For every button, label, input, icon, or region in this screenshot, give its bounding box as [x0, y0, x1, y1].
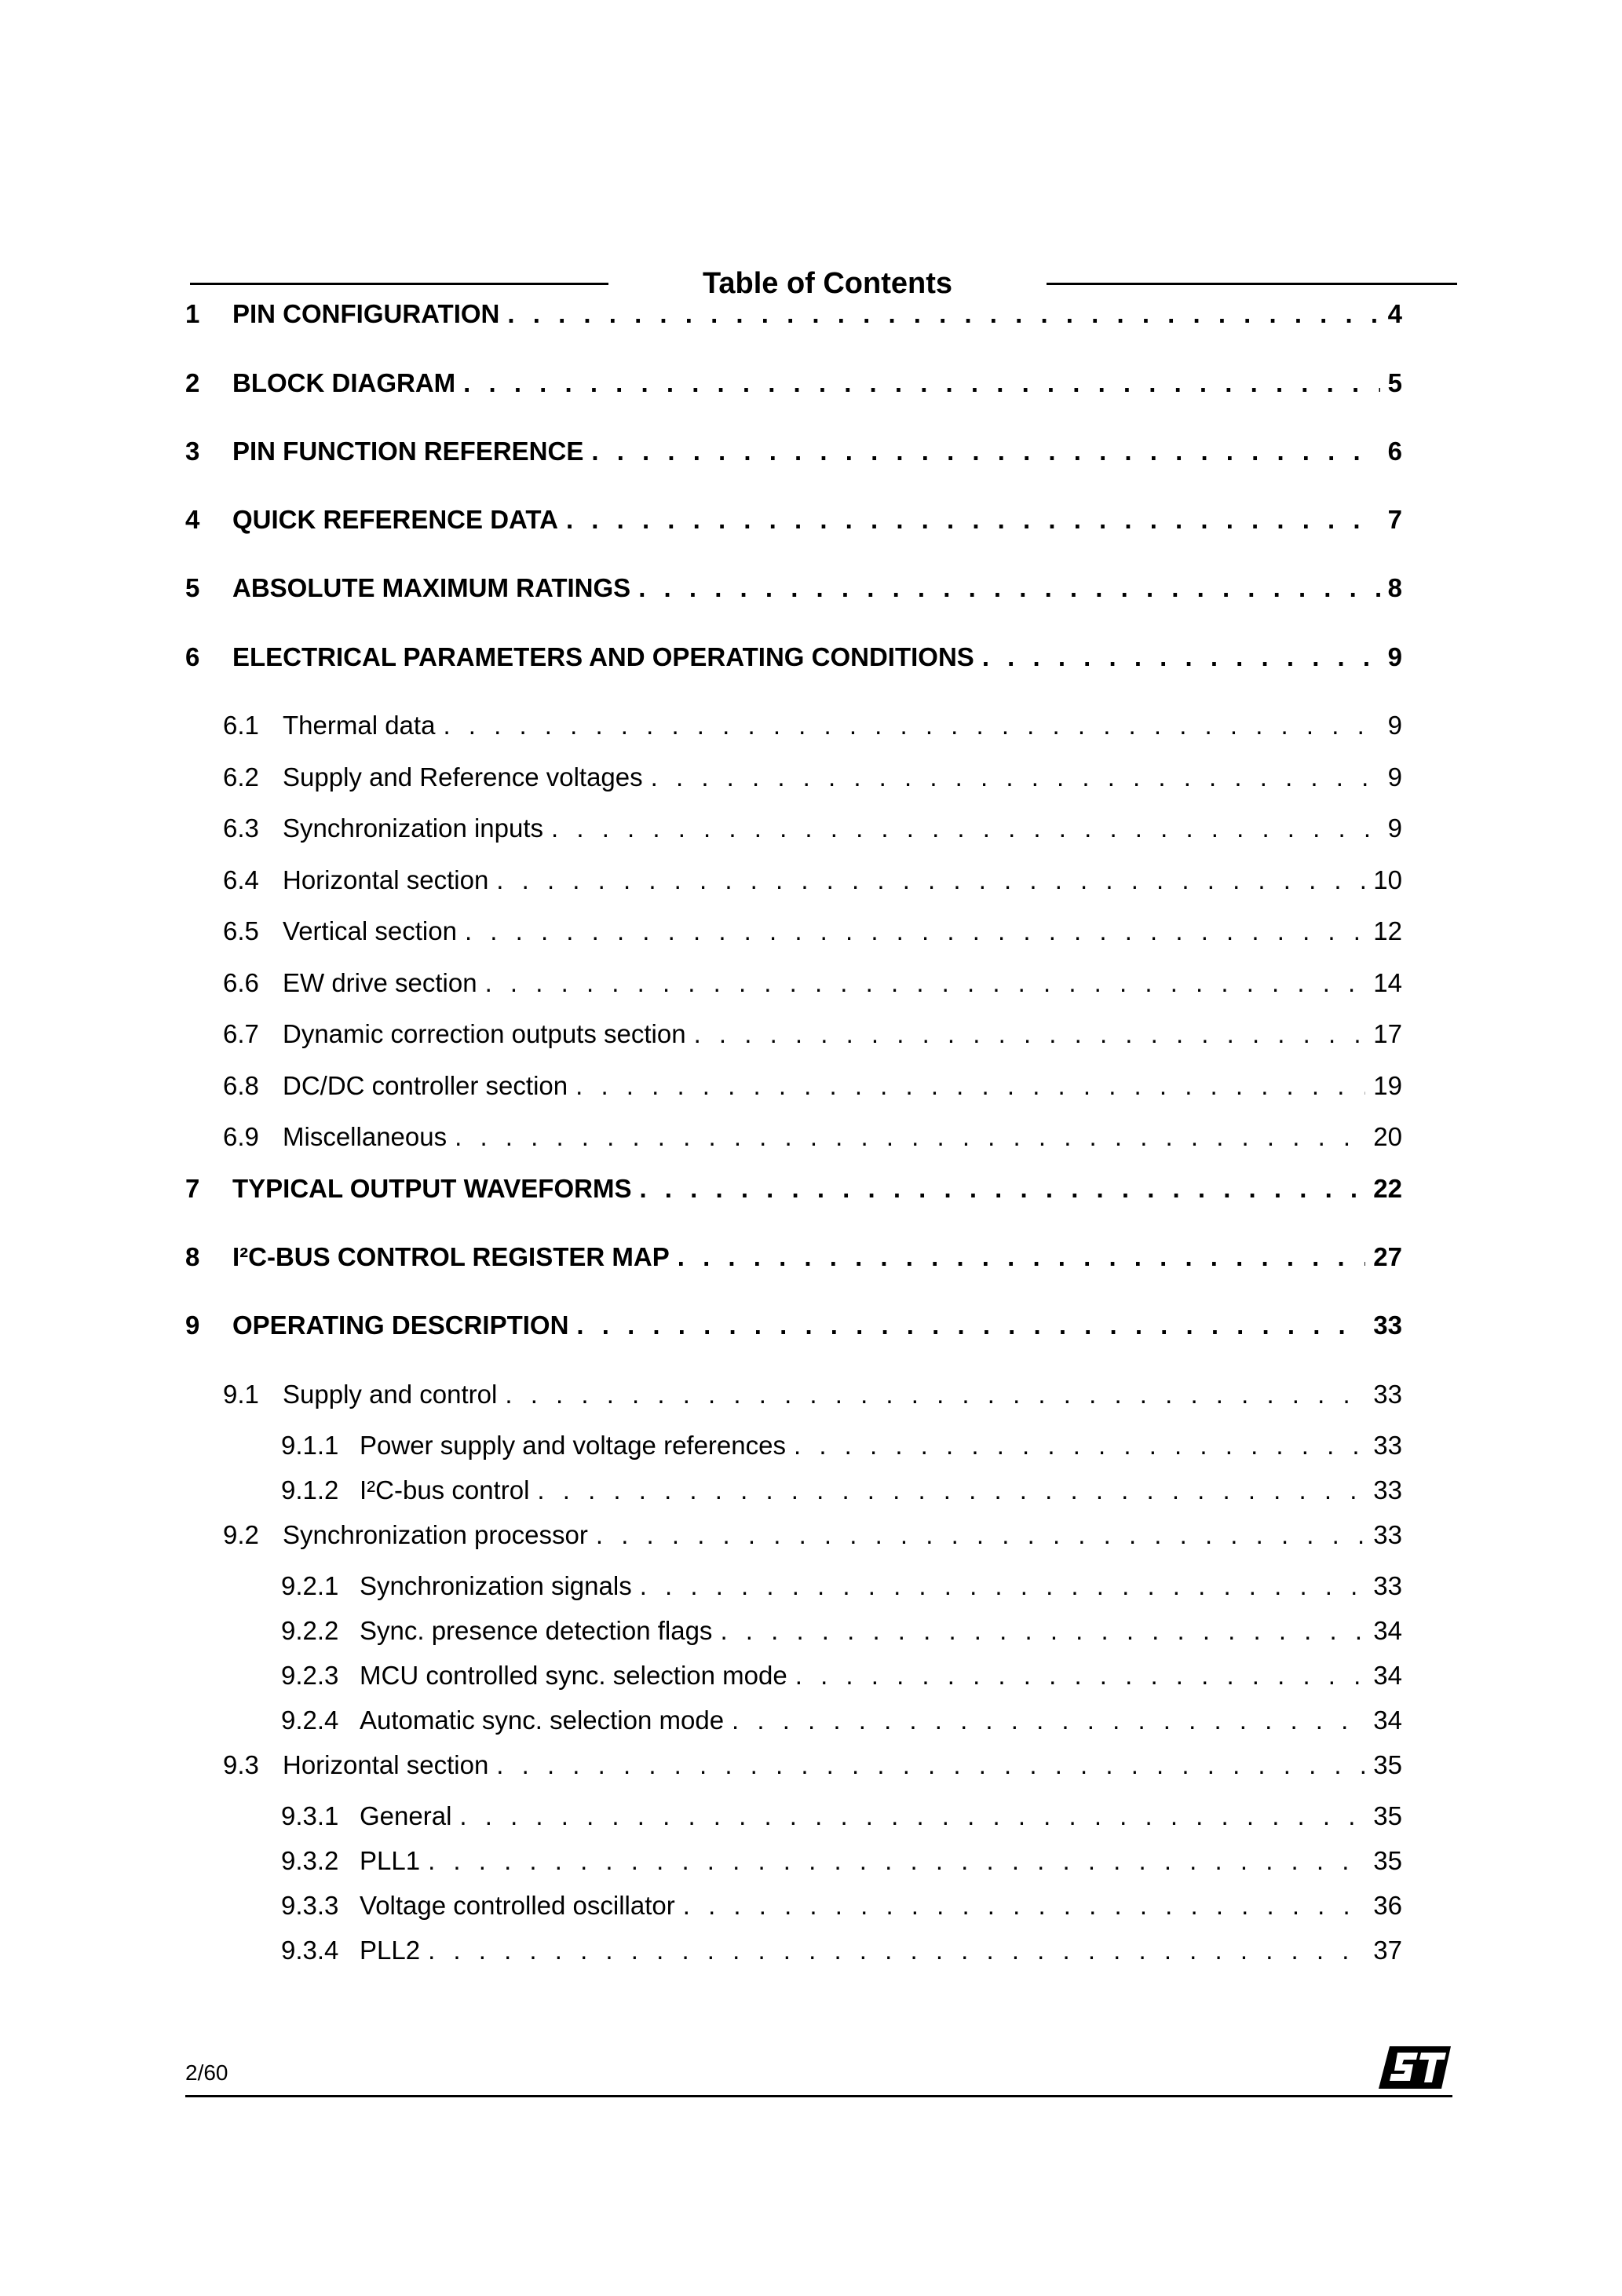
toc-entry-label: OPERATING DESCRIPTION: [232, 1311, 569, 1340]
dot-leader: [720, 1615, 1365, 1647]
dot-leader: [694, 1018, 1366, 1050]
dot-leader: [678, 1241, 1366, 1273]
toc-entry-page: 33: [1373, 1380, 1402, 1409]
toc-entry-page: 17: [1373, 1019, 1402, 1048]
dot-leader: [732, 1705, 1365, 1736]
toc-entry-6-1[interactable]: [223, 710, 1402, 741]
toc-entry-page: 34: [1373, 1616, 1402, 1645]
toc-entry-label: Synchronization processor: [283, 1520, 588, 1549]
toc-entry-number: 6.6: [223, 968, 259, 997]
toc-entry-number: 9.3.4: [281, 1936, 339, 1965]
toc-entry-5[interactable]: [185, 572, 1402, 604]
toc-entry-number: 6.3: [223, 813, 259, 843]
toc-entry-number: 6.9: [223, 1122, 259, 1151]
toc-entry-page: 14: [1373, 968, 1402, 997]
toc-entry-6-4[interactable]: [223, 865, 1402, 896]
toc-entry-label: PLL2: [360, 1936, 421, 1965]
toc-entry-number: 1: [185, 299, 200, 328]
toc-entry-page: 10: [1373, 865, 1402, 894]
toc-entry-page: 9: [1387, 642, 1402, 671]
toc-entry-label: Voltage controlled oscillator: [360, 1891, 675, 1920]
toc-entry-6-6[interactable]: [223, 967, 1402, 999]
toc-entry-number: 4: [185, 505, 200, 534]
dot-leader: [537, 1475, 1365, 1506]
toc-entry-9-2-3[interactable]: [281, 1660, 1402, 1691]
toc-entry-label: DC/DC controller section: [283, 1071, 568, 1100]
toc-entry-label: Dynamic correction outputs section: [283, 1019, 686, 1048]
toc-entry-page: 19: [1373, 1071, 1402, 1100]
toc-entry-page: 35: [1373, 1750, 1402, 1779]
toc-entry-number: 6.2: [223, 762, 259, 792]
toc-entry-number: 9.1.1: [281, 1431, 339, 1460]
toc-entry-number: 9.2.3: [281, 1661, 339, 1690]
toc-entry-page: 37: [1373, 1936, 1402, 1965]
dot-leader: [428, 1935, 1365, 1966]
toc-entry-label: Synchronization inputs: [283, 813, 544, 843]
dot-leader: [794, 1430, 1365, 1461]
toc-entry-label: Thermal data: [283, 711, 436, 740]
toc-entry-number: 6.7: [223, 1019, 259, 1048]
toc-entry-9-2[interactable]: [223, 1519, 1402, 1551]
toc-entry-label: ELECTRICAL PARAMETERS AND OPERATING CONDITIONS: [232, 642, 974, 671]
toc-entry-number: 9.1: [223, 1380, 259, 1409]
dot-leader: [640, 1570, 1366, 1602]
toc-entry-page: 20: [1373, 1122, 1402, 1151]
toc-entry-number: 3: [185, 437, 200, 466]
toc-entry-page: 6: [1387, 437, 1402, 466]
dot-leader: [638, 572, 1379, 604]
dot-leader: [576, 1310, 1365, 1341]
toc-entry-6[interactable]: [185, 642, 1402, 673]
dot-leader: [455, 1121, 1365, 1153]
toc-entry-9-3-1[interactable]: [281, 1801, 1402, 1832]
toc-entry-number: 6: [185, 642, 200, 671]
toc-entry-page: 35: [1373, 1801, 1402, 1830]
dot-leader: [596, 1519, 1365, 1551]
dot-leader: [496, 865, 1365, 896]
toc-entry-9-3[interactable]: [223, 1749, 1402, 1781]
toc-entry-9-1[interactable]: [223, 1379, 1402, 1410]
toc-entry-number: 6.4: [223, 865, 259, 894]
toc-entry-label: Supply and Reference voltages: [283, 762, 643, 792]
toc-entry-page: 33: [1373, 1475, 1402, 1504]
toc-entry-page: 34: [1373, 1706, 1402, 1735]
toc-entry-label: General: [360, 1801, 452, 1830]
dot-leader: [982, 642, 1380, 673]
toc-entry-number: 9.3.2: [281, 1846, 339, 1875]
toc-entry-page: 35: [1373, 1846, 1402, 1875]
toc-entry-page: 9: [1387, 762, 1402, 792]
toc-entry-page: 9: [1387, 711, 1402, 740]
toc-entry-number: 6.5: [223, 916, 259, 945]
dot-leader: [505, 1379, 1365, 1410]
toc-entry-label: PIN CONFIGURATION: [232, 299, 500, 328]
toc-entry-number: 9.2.2: [281, 1616, 339, 1645]
toc-entry-9-3-4[interactable]: [281, 1935, 1402, 1966]
toc-entry-label: Supply and control: [283, 1380, 498, 1409]
title-rule-left: [190, 283, 608, 285]
dot-leader: [566, 504, 1380, 536]
dot-leader: [428, 1845, 1365, 1877]
dot-leader: [463, 367, 1379, 399]
toc-entry-page: 9: [1387, 813, 1402, 843]
toc-entry-page: 33: [1373, 1431, 1402, 1460]
toc-entry-label: I²C-bus control: [360, 1475, 530, 1504]
page-number: 2/60: [185, 2060, 228, 2085]
toc-entry-page: 12: [1373, 916, 1402, 945]
toc-entry-label: TYPICAL OUTPUT WAVEFORMS: [232, 1174, 632, 1203]
toc-entry-number: 6.8: [223, 1071, 259, 1100]
toc-entry-9-1-1[interactable]: [281, 1430, 1402, 1461]
dot-leader: [459, 1801, 1365, 1832]
toc-entry-page: 36: [1373, 1891, 1402, 1920]
toc-entry-1[interactable]: [185, 298, 1402, 330]
toc-entry-label: Vertical section: [283, 916, 457, 945]
toc-entry-page: 7: [1387, 505, 1402, 534]
toc-entry-page: 27: [1373, 1242, 1402, 1271]
dot-leader: [795, 1660, 1366, 1691]
toc-entry-9-2-4[interactable]: [281, 1705, 1402, 1736]
dot-leader: [443, 710, 1379, 741]
dot-leader: [683, 1890, 1366, 1921]
toc-entry-label: Miscellaneous: [283, 1122, 448, 1151]
toc-entry-label: EW drive section: [283, 968, 477, 997]
toc-entry-4[interactable]: [185, 504, 1402, 536]
dot-leader: [465, 916, 1365, 947]
toc-entry-label: Horizontal section: [283, 1750, 489, 1779]
toc-entry-label: PLL1: [360, 1846, 421, 1875]
toc-entry-number: 9.3.3: [281, 1891, 339, 1920]
toc-entry-number: 9.2.1: [281, 1571, 339, 1600]
toc-entry-label: PIN FUNCTION REFERENCE: [232, 437, 584, 466]
dot-leader: [496, 1749, 1365, 1781]
footer-rule: [185, 2095, 1452, 2097]
dot-leader: [575, 1070, 1365, 1102]
toc-entry-6-5[interactable]: [223, 916, 1402, 947]
toc-entry-page: 33: [1373, 1571, 1402, 1600]
toc-entry-label: MCU controlled sync. selection mode: [360, 1661, 787, 1690]
toc-entry-number: 9.2.4: [281, 1706, 339, 1735]
toc-entry-label: Synchronization signals: [360, 1571, 632, 1600]
toc-entry-label: Power supply and voltage references: [360, 1431, 786, 1460]
toc-entry-page: 33: [1373, 1311, 1402, 1340]
toc-entry-label: Sync. presence detection flags: [360, 1616, 713, 1645]
page-title: Table of Contents: [702, 267, 953, 300]
toc-entry-label: Horizontal section: [283, 865, 489, 894]
toc-entry-label: QUICK REFERENCE DATA: [232, 505, 558, 534]
toc-entry-6-3[interactable]: [223, 813, 1402, 844]
toc-entry-9-1-2[interactable]: [281, 1475, 1402, 1506]
dot-leader: [639, 1173, 1365, 1205]
toc-entry-6-9[interactable]: [223, 1121, 1402, 1153]
toc-entry-number: 9: [185, 1311, 200, 1340]
toc-entry-number: 9.1.2: [281, 1475, 339, 1504]
toc-entry-number: 6.1: [223, 711, 259, 740]
dot-leader: [591, 436, 1379, 467]
dot-leader: [507, 298, 1379, 330]
toc-entry-number: 8: [185, 1242, 200, 1271]
toc-entry-label: BLOCK DIAGRAM: [232, 368, 456, 397]
toc-entry-6-8[interactable]: [223, 1070, 1402, 1102]
toc-entry-3[interactable]: [185, 436, 1402, 467]
toc-entry-number: 9.3: [223, 1750, 259, 1779]
dot-leader: [651, 762, 1380, 793]
toc-entry-8[interactable]: [185, 1241, 1402, 1273]
toc-entry-9-2-1[interactable]: [281, 1570, 1402, 1602]
toc-entry-page: 34: [1373, 1661, 1402, 1690]
toc-entry-7[interactable]: [185, 1173, 1402, 1205]
toc-entry-number: 9.3.1: [281, 1801, 339, 1830]
toc-entry-2[interactable]: [185, 367, 1402, 399]
toc-entry-page: 8: [1387, 573, 1402, 602]
toc-entry-label: I²C-BUS CONTROL REGISTER MAP: [232, 1242, 670, 1271]
toc-entry-page: 5: [1387, 368, 1402, 397]
toc-entry-9-3-2[interactable]: [281, 1845, 1402, 1877]
st-logo-icon: [1379, 2046, 1451, 2089]
dot-leader: [551, 813, 1380, 844]
toc-entry-6-2[interactable]: [223, 762, 1402, 793]
toc-entry-9[interactable]: [185, 1310, 1402, 1341]
toc-entry-page: 22: [1373, 1174, 1402, 1203]
toc-entry-label: ABSOLUTE MAXIMUM RATINGS: [232, 573, 631, 602]
toc-entry-number: 5: [185, 573, 200, 602]
toc-entry-number: 9.2: [223, 1520, 259, 1549]
dot-leader: [485, 967, 1366, 999]
toc-entry-page: 33: [1373, 1520, 1402, 1549]
toc-entry-6-7[interactable]: [223, 1018, 1402, 1050]
toc-entry-9-3-3[interactable]: [281, 1890, 1402, 1921]
title-rule-right: [1047, 283, 1457, 285]
toc-entry-page: 4: [1387, 299, 1402, 328]
toc-entry-number: 7: [185, 1174, 200, 1203]
toc-entry-number: 2: [185, 368, 200, 397]
toc-entry-9-2-2[interactable]: [281, 1615, 1402, 1647]
toc-entry-label: Automatic sync. selection mode: [360, 1706, 725, 1735]
